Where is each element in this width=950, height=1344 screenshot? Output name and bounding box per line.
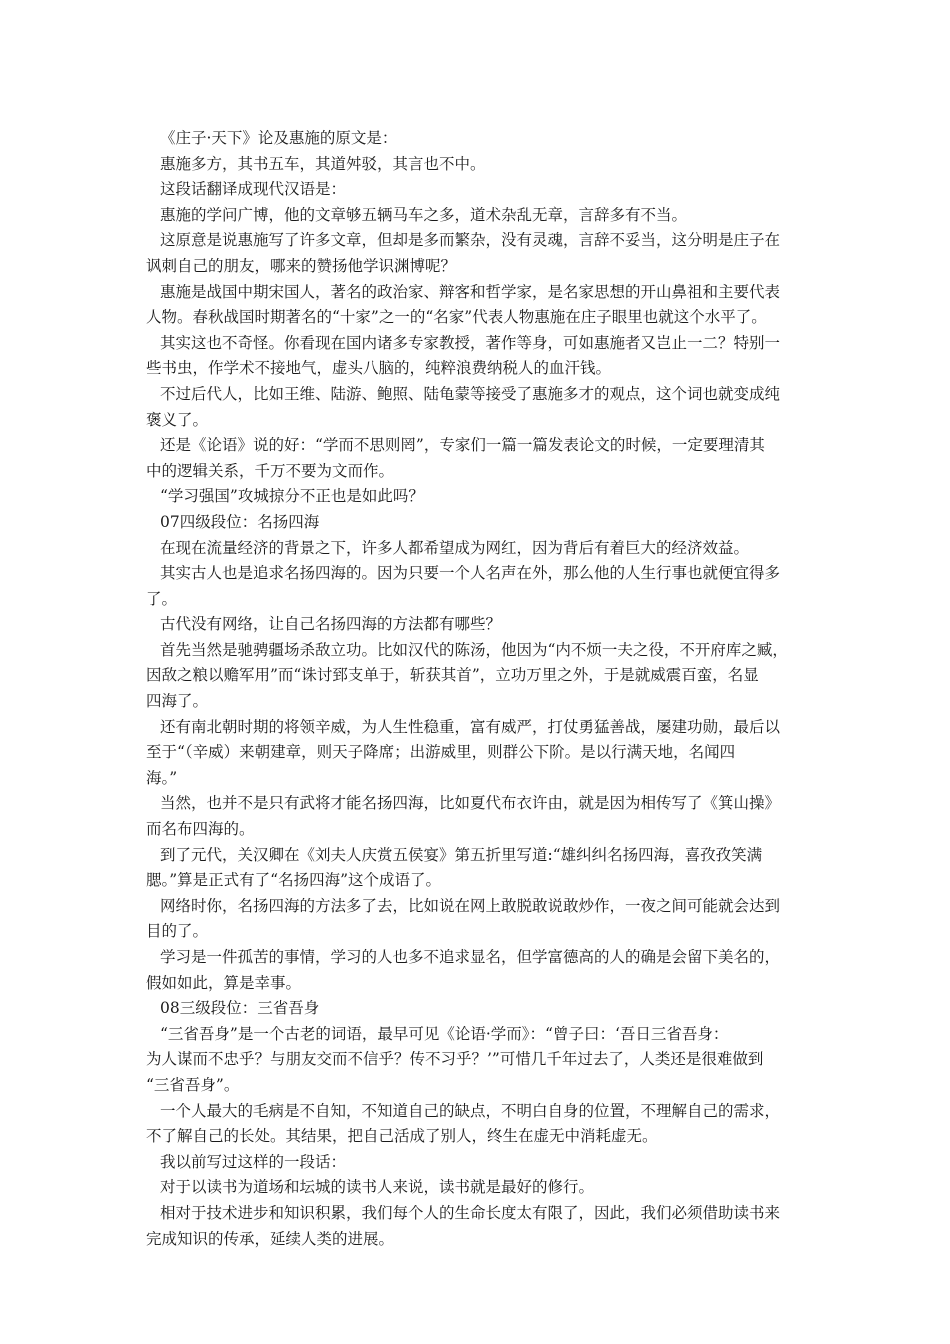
paragraph — [146, 152, 814, 178]
text-line: 不了解自己的长处。其结果，把自己活成了别人，终生在虚无中消耗虚无。 — [146, 1127, 658, 1146]
paragraph — [146, 715, 814, 792]
paragraph — [146, 331, 814, 382]
document-body — [146, 126, 814, 1252]
paragraph — [146, 228, 814, 279]
text-line: 惠施是战国中期宋国人，著名的政治家、辩客和哲学家，是名家思想的开山鼻祖和主要代表 — [160, 282, 781, 301]
paragraph — [146, 996, 814, 1022]
paragraph — [146, 1022, 814, 1099]
text-line: 而名布四海的。 — [146, 820, 255, 839]
paragraph — [146, 484, 814, 510]
text-line: 相对于技术进步和知识积累，我们每个人的生命长度太有限了，因此，我们必须借助读书来 — [160, 1203, 781, 1222]
text-line: 假如如此，算是幸事。 — [146, 973, 302, 992]
text-line: 在现在流量经济的背景之下，许多人都希望成为网红，因为背后有着巨大的经济效益。 — [160, 538, 750, 557]
text-line: 不过后代人，比如王维、陆游、鲍照、陆龟蒙等接受了惠施多才的观点，这个词也就变成纯 — [160, 384, 781, 403]
text-line: 07四级段位：名扬四海 — [160, 512, 320, 531]
text-line: 了。 — [146, 589, 178, 608]
text-line: 腮。”算是正式有了“名扬四海”这个成语了。 — [146, 871, 442, 890]
text-line: 一个人最大的毛病是不自知，不知道自己的缺点，不明白自身的位置，不理解自己的需求， — [160, 1101, 781, 1120]
text-line: 08三级段位：三省吾身 — [160, 999, 320, 1018]
text-line: 至于“（辛威）来朝建章，则天子降席；出游威里，则群公下阶。是以行满天地，名闻四 — [146, 743, 736, 762]
text-line: 完成知识的传承，延续人类的进展。 — [146, 1229, 395, 1248]
paragraph — [146, 382, 814, 433]
paragraph — [146, 510, 814, 536]
paragraph — [146, 1201, 814, 1252]
paragraph — [146, 561, 814, 612]
paragraph — [146, 894, 814, 945]
text-line: 这原意是说惠施写了许多文章，但却是多而繁杂，没有灵魂，言辞不妥当，这分明是庄子在 — [160, 231, 781, 250]
text-line: 其实这也不奇怪。你看现在国内诸多专家教授，著作等身，可如惠施者又岂止一二？特别一 — [160, 333, 781, 352]
paragraph — [146, 1099, 814, 1150]
text-line: 目的了。 — [146, 922, 209, 941]
text-line: 其实古人也是追求名扬四海的。因为只要一个人名声在外，那么他的人生行事也就便宜得多 — [160, 564, 781, 583]
paragraph — [146, 1175, 814, 1201]
paragraph — [146, 945, 814, 996]
text-line: 惠施多方，其书五车，其道舛驳，其言也不中。 — [160, 154, 486, 173]
text-line: 当然，也并不是只有武将才能名扬四海，比如夏代布衣许由，就是因为相传写了《箕山操》 — [160, 794, 781, 813]
text-line: 人物。春秋战国时期著名的“十家”之一的“名家”代表人物惠施在庄子眼里也就这个水平了。 — [146, 308, 767, 327]
text-line: 褒义了。 — [146, 410, 209, 429]
text-line: 些书虫，作学术不接地气，虚头八脑的，纯粹浪费纳税人的血汗钱。 — [146, 359, 612, 378]
text-line: 中的逻辑关系，千万不要为文而作。 — [146, 461, 395, 480]
text-line: 惠施的学问广博，他的文章够五辆马车之多，道术杂乱无章，言辞多有不当。 — [160, 205, 688, 224]
text-line: 还是《论语》说的好：“学而不思则罔”，专家们一篇一篇发表论文的时候，一定要理清其 — [160, 436, 765, 455]
text-line: 还有南北朝时期的将领辛威，为人生性稳重，富有威严，打仗勇猛善战，屡建功勋，最后以 — [160, 717, 781, 736]
paragraph — [146, 126, 814, 152]
paragraph — [146, 843, 814, 894]
text-line: “三省吾身”是一个古老的词语，最早可见《论语·学而》：“曾子曰：‘吾日三省吾身： — [160, 1024, 729, 1043]
text-line: “学习强国”攻城掠分不正也是如此吗？ — [160, 487, 424, 506]
text-line: 这段话翻译成现代汉语是： — [160, 180, 347, 199]
text-line: 四海了。 — [146, 692, 209, 711]
paragraph — [146, 638, 814, 715]
text-line: “三省吾身”。 — [146, 1075, 240, 1094]
text-line: 网络时你，名扬四海的方法多了去，比如说在网上敢脱敢说敢炒作，一夜之间可能就会达到 — [160, 896, 781, 915]
text-line: 到了元代，关汉卿在《刘夫人庆赏五侯宴》第五折里写道:“雄纠纠名扬四海，喜孜孜笑满 — [160, 845, 763, 864]
text-line: 因敌之粮以赡军用”而“诛讨郅支单于，斩获其首”，立功万里之外，于是就威震百蛮，名显 — [146, 666, 759, 685]
text-line: 海。” — [146, 768, 178, 787]
text-line: 讽刺自己的朋友，哪来的赞扬他学识渊博呢？ — [146, 256, 457, 275]
paragraph — [146, 433, 814, 484]
paragraph — [146, 177, 814, 203]
paragraph — [146, 791, 814, 842]
paragraph — [146, 1150, 814, 1176]
paragraph — [146, 612, 814, 638]
text-line: 学习是一件孤苦的事情，学习的人也多不追求显名，但学富德高的人的确是会留下美名的， — [160, 948, 781, 966]
paragraph — [146, 203, 814, 229]
text-line: 对于以读书为道场和坛城的读书人来说，读书就是最好的修行。 — [160, 1178, 595, 1197]
text-line: 我以前写过这样的一段话： — [160, 1152, 347, 1171]
text-line: 首先当然是驰骋疆场杀敌立功。比如汉代的陈汤，他因为“内不烦一夫之役，不开府库之臧， — [160, 640, 788, 659]
paragraph — [146, 280, 814, 331]
text-line: 为人谋而不忠乎？与朋友交而不信乎？传不习乎？’”可惜几千年过去了，人类还是很难做到 — [146, 1050, 764, 1069]
paragraph — [146, 536, 814, 562]
text-line: 《庄子·天下》论及惠施的原文是： — [160, 129, 398, 147]
text-line: 古代没有网络，让自己名扬四海的方法都有哪些？ — [160, 615, 502, 634]
